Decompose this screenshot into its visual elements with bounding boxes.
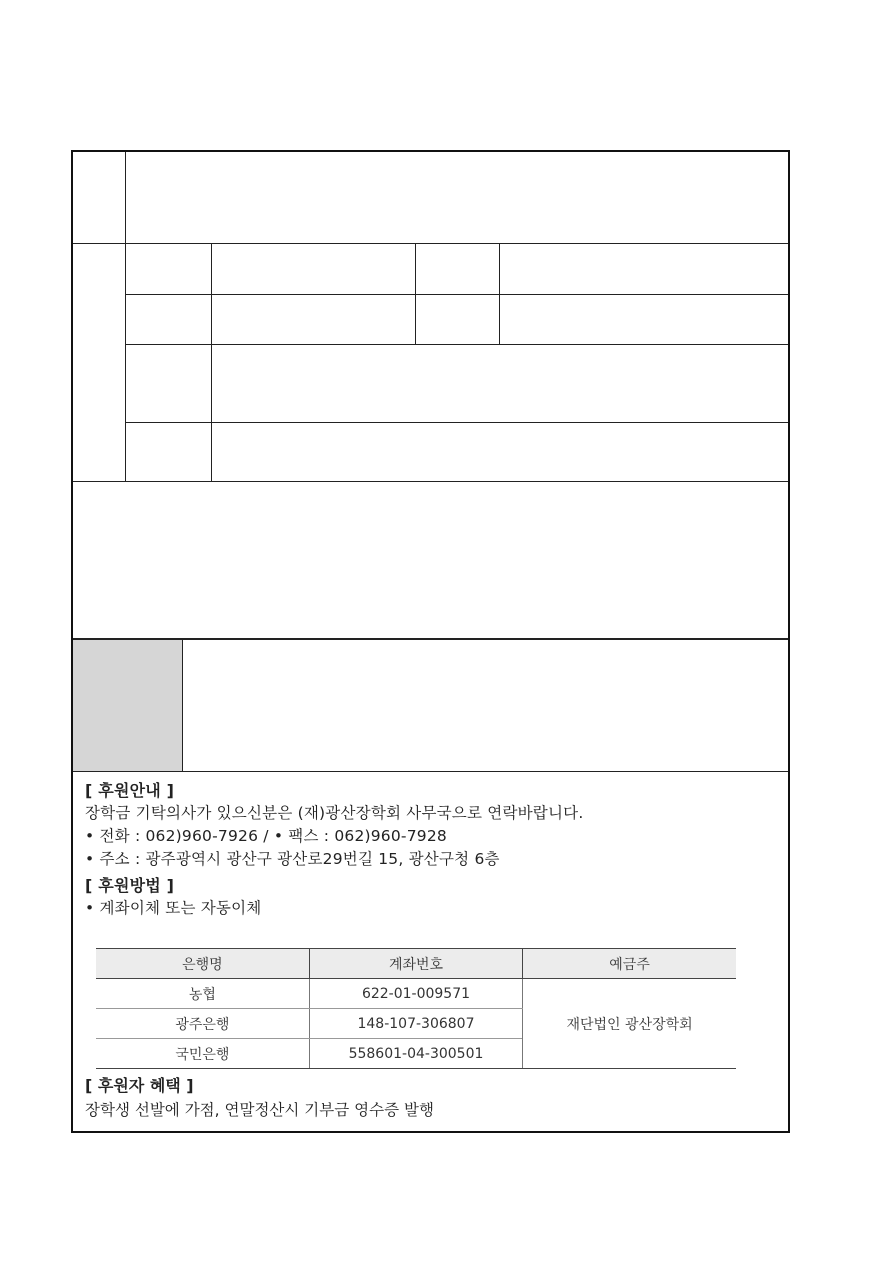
bank-name: 국민은행	[96, 1039, 309, 1069]
account-holder: 재단법인 광산장학회	[523, 979, 736, 1069]
field-input-5[interactable]	[212, 345, 788, 422]
account-number: 558601-04-300501	[309, 1039, 522, 1069]
donation-form	[71, 150, 790, 1133]
guide-text: 장학금 기탁의사가 있으신분은 (재)광산장학회 사무국으로 연락바랍니다.	[85, 804, 584, 822]
guide-heading: [ 후원안내 ]	[85, 781, 175, 800]
field-shaded-row[interactable]	[183, 640, 788, 771]
method-text: • 계좌이체 또는 자동이체	[85, 899, 262, 917]
bank-name: 농협	[96, 979, 309, 1009]
field-input-2[interactable]	[500, 244, 788, 294]
donor-benefit	[85, 1074, 434, 1122]
field-input-1[interactable]	[212, 244, 415, 294]
method-heading: [ 후원방법 ]	[85, 876, 175, 895]
account-number: 622-01-009571	[309, 979, 522, 1009]
benefit-heading: [ 후원자 혜택 ]	[85, 1076, 194, 1095]
field-top-cell[interactable]	[126, 152, 788, 243]
bank-name: 광주은행	[96, 1009, 309, 1039]
field-wide-area[interactable]	[73, 482, 788, 638]
section-divider	[73, 771, 788, 772]
shaded-label-cell	[73, 640, 182, 771]
benefit-text: 장학생 선발에 가점, 연말정산시 기부금 영수증 발행	[85, 1101, 434, 1119]
account-number: 148-107-306807	[309, 1009, 522, 1039]
header-account: 계좌번호	[309, 949, 522, 979]
phone-fax: • 전화 : 062)960-7926 / • 팩스 : 062)960-7928	[85, 827, 447, 845]
header-holder: 예금주	[523, 949, 736, 979]
field-input-4[interactable]	[500, 295, 788, 344]
table-row	[96, 979, 736, 1009]
field-input-6[interactable]	[212, 423, 788, 481]
header-bank: 은행명	[96, 949, 309, 979]
bank-account-table	[96, 948, 736, 1069]
address: • 주소 : 광주광역시 광산구 광산로29번길 15, 광산구청 6층	[85, 850, 500, 868]
donation-info	[85, 779, 785, 920]
field-input-3[interactable]	[212, 295, 415, 344]
